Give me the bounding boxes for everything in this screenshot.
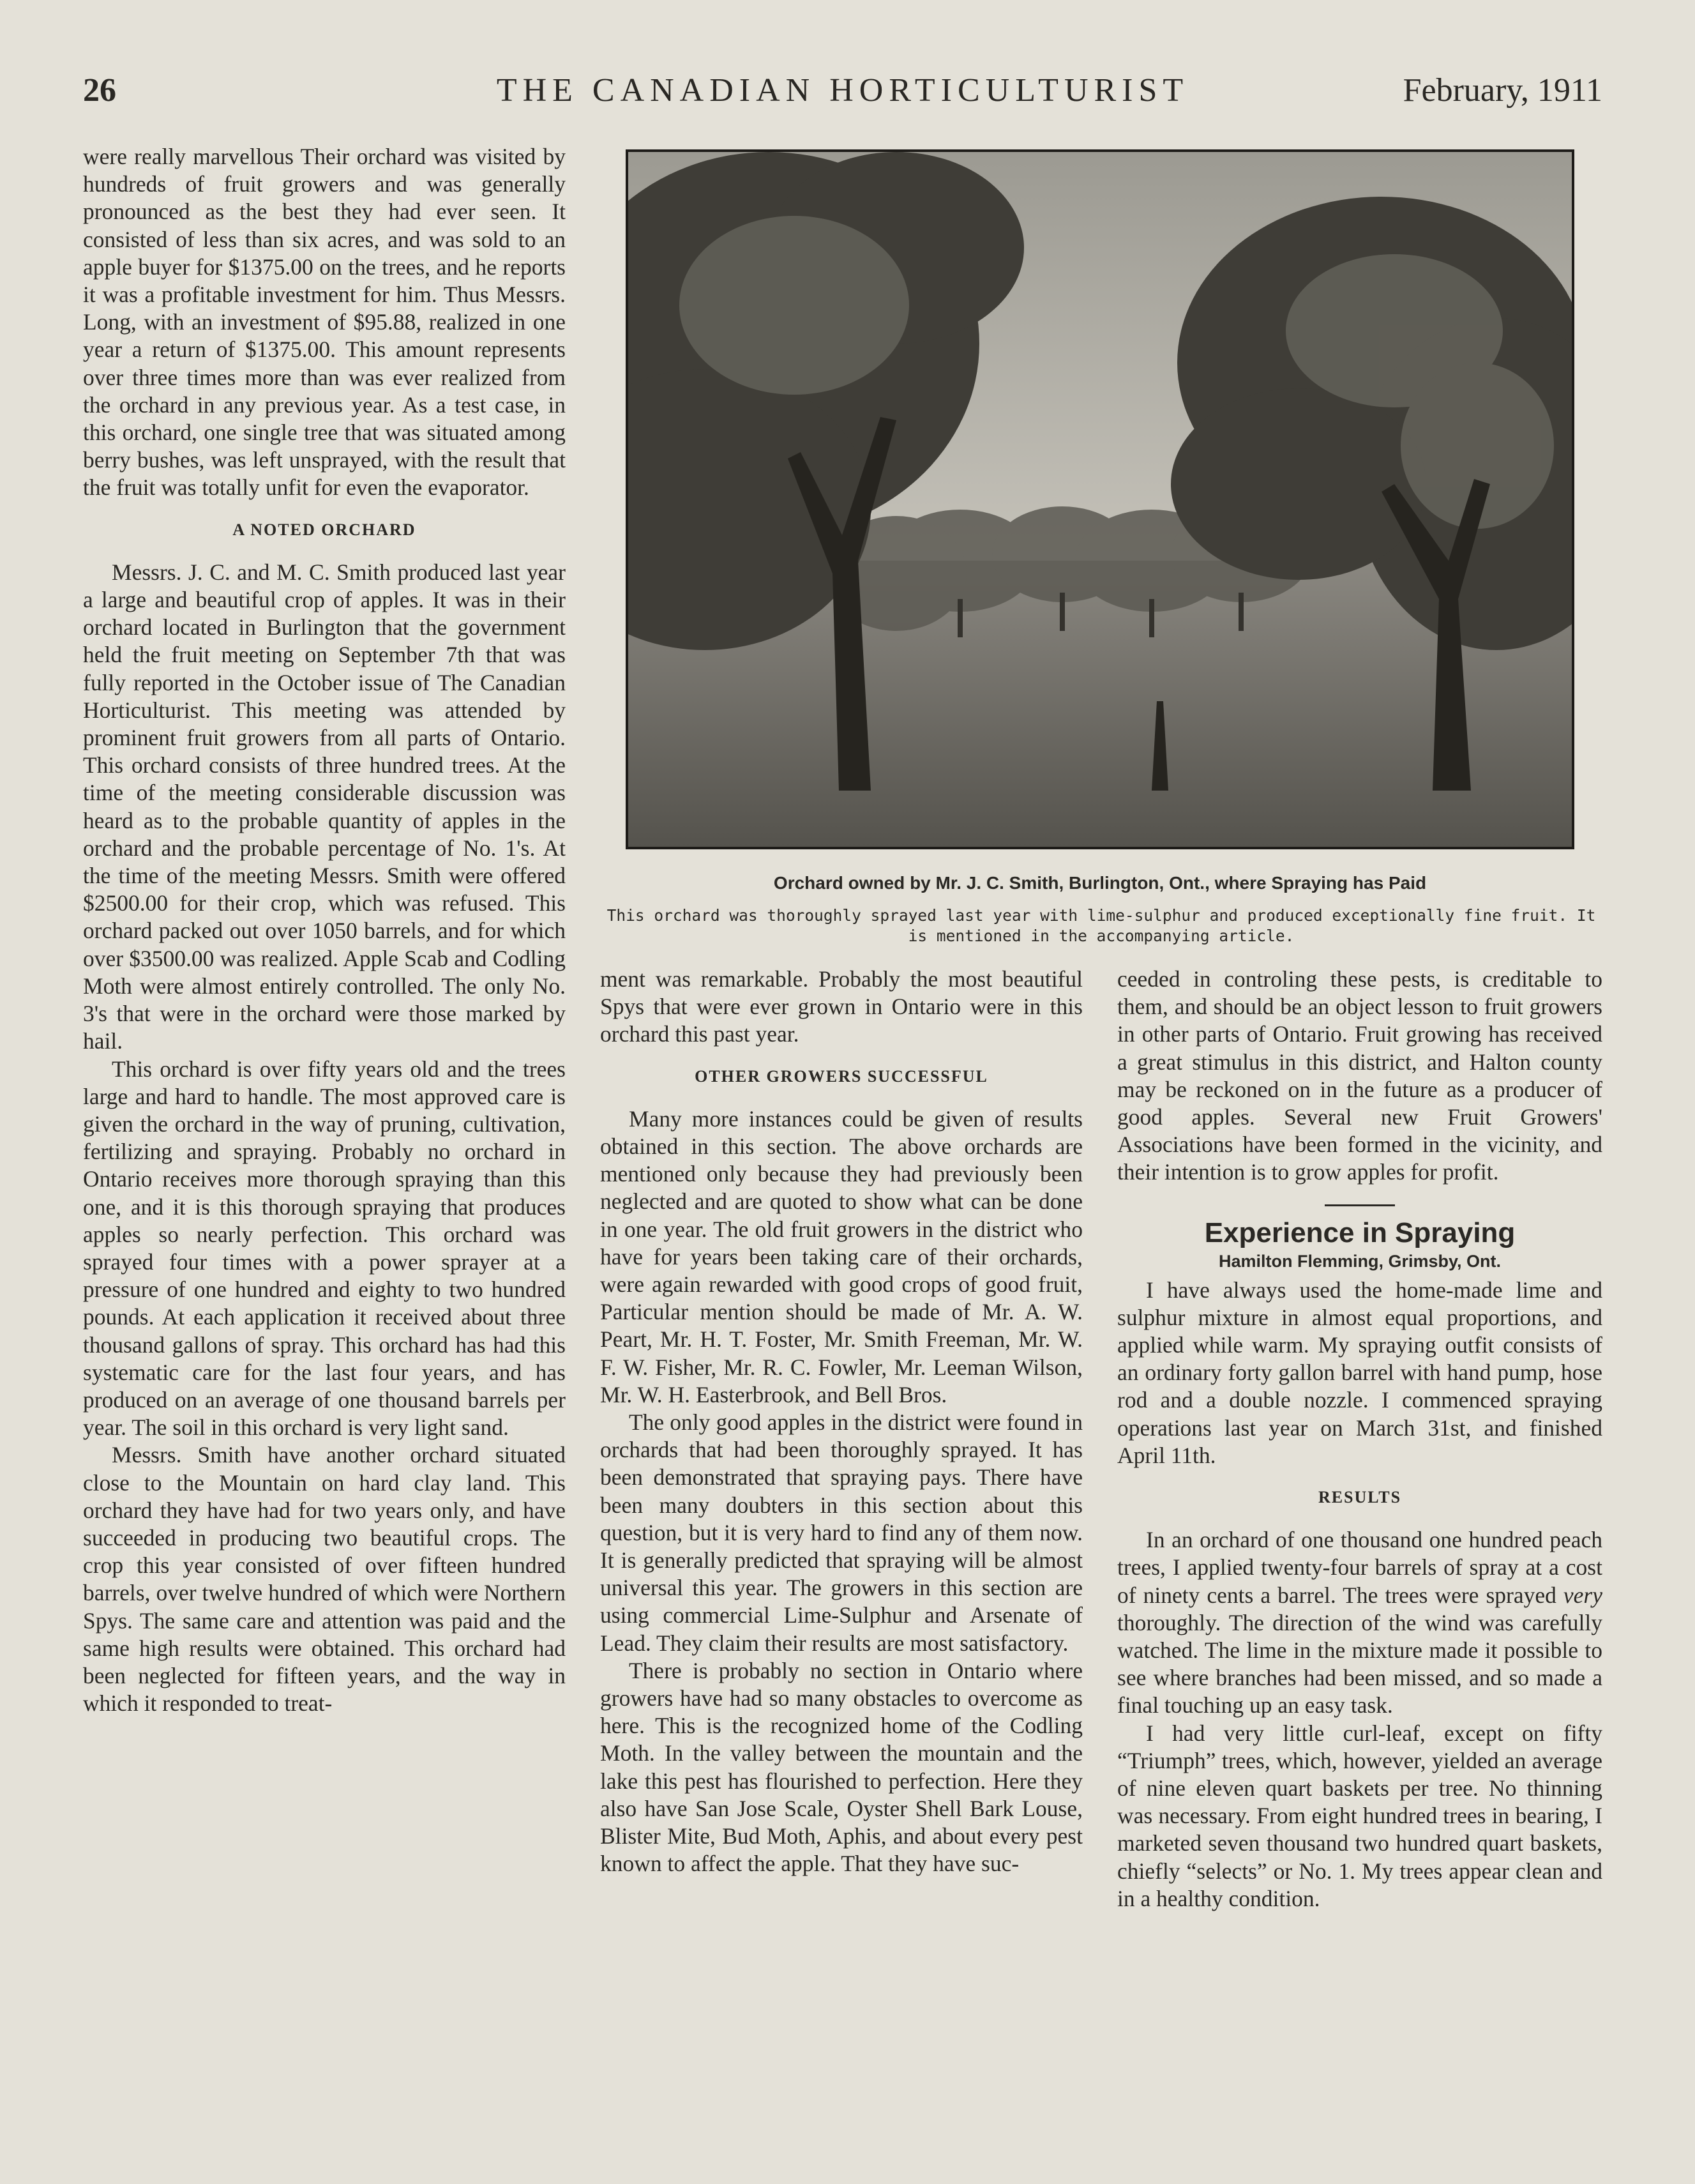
emphasis-text: very [1563,1582,1602,1608]
paragraph-text: thoroughly. The direction of the wind was carefully watched. The lime in the mixture made it possible to see where branches had been missed, and so made a final touching up an easy task. [1117,1609,1602,1718]
photo-caption-text: This orchard was thoroughly sprayed last year with lime-sulphur and produced exceptionally fine fruit. It is mentioned in the accompanying article. [606,906,1596,945]
article-byline: Hamilton Flemming, Grimsby, Ont. [1218,1251,1502,1271]
paragraph: were really marvellous Their orchard was visited by hundreds of fruit growers and was generally pronounced as the best they had ever seen. It consisted of less than six acres, and was sold to an apple buyer for $1375.00 on the trees, and he reports it was a profitable investment for him. Thus Messrs. Long, with an investment of $95.88, realized in one year a return of $1375.00. This amount represents over three times more than was ever realized from the orchard in any previous year. As a test case, in this orchard, one single tree that was situated among berry bushes, was left unsprayed, with the result that the fruit was totally unfit for even the evaporator. [83,144,566,501]
article-divider [1325,1204,1395,1206]
page-number: 26 [83,72,116,109]
paragraph: I had very little curl-leaf, except on fifty “Triumph” trees, which, however, yielded an average of nine eleven quart baskets per tree. No thinning was necessary. From eight hundred trees in bearing, I marketed seven thousand two hundred quart baskets, chiefly “selects” or No. 1. My trees appear clean and in a healthy condition. [1117,1720,1602,1911]
photo-caption-title: Orchard owned by Mr. J. C. Smith, Burlington, Ont., where Spraying has Paid [773,873,1427,893]
column-1 [83,143,566,1717]
page-header [83,72,1602,116]
paragraph [1117,1526,1602,1719]
paragraph: This orchard is over fifty years old and the trees large and hard to handle. The most approved care is given the orchard in the way of pruning, cultivation, fertilizing and spraying. Probably no orchard in Ontario receives more thorough spraying than this one, and it is this thorough spraying that produces apples so nearly perfection. This orchard was sprayed four times with a power sprayer at a pressure of one hundred and eighty to two hundred pounds. At each application it received about three thousand gallons of spray. This orchard has had this systematic care for the last four years, and has produced on an average of one thousand barrels per year. The soil in this orchard is very light sand. [83,1056,566,1441]
section-heading: RESULTS [1318,1488,1402,1507]
paragraph: The only good apples in the district were found in orchards that had been thoroughly sprayed. It has been demonstrated that spraying pays. There have been many doubters in this section about this question, but it is very hard to find any of them now. It is generally predicted that spraying will be almost universal this year. The growers in this section are using commercial Lime-Sulphur and Arsenate of Lead. They claim their results are most satisfactory. [600,1409,1083,1656]
paragraph: There is probably no section in Ontario where growers have had so many obstacles to overcome as here. This is the recognized home of the Codling Moth. In the valley between the mountain and the lake this pest has flourished to perfection. Here they also have San Jose Scale, Oyster Shell Bark Louse, Blister Mite, Bud Moth, Aphis, and about every pest known to affect the apple. That they have suc- [600,1657,1083,1877]
section-heading: A NOTED ORCHARD [232,520,416,539]
paragraph: ment was remarkable. Probably the most beautiful Spys that were ever grown in Ontario were in this orchard this past year. [600,966,1083,1047]
paragraph: Messrs. J. C. and M. C. Smith produced last year a large and beautiful crop of apples. It was in their orchard located in Burlington that the government held the fruit meeting on September 7th that was fully reported in the October issue of The Canadian Horticulturist. This meeting was attended by prominent fruit growers from all parts of Ontario. This orchard consists of three hundred trees. At the time of the meeting considerable discussion was heard as to the probable quantity of apples in the orchard and the probable percentage of No. 1's. At the time of the meeting Messrs. Smith were offered $2500.00 for their crop, which was refused. This orchard packed out over 1050 barrels, and for which over $3500.00 was realized. Apple Scab and Codling Moth were almost entirely controlled. The only No. 3's that were in the orchard were those marked by hail. [83,559,566,1054]
article-title: Experience in Spraying [1204,1217,1516,1248]
paragraph: Many more instances could be given of results obtained in this section. The above orchards are mentioned only because they had previously been neglected and are quoted to show what can be done in one year. The old fruit growers in the district who have for years been taking care of their orchards, were again rewarded with good crops of good fruit, Particular mention should be made of Mr. A. W. Peart, Mr. H. T. Foster, Mr. Smith Freeman, Mr. W. F. W. Fisher, Mr. R. C. Fowler, Mr. Leeman Wilson, Mr. W. H. Easterbrook, and Bell Bros. [600,1105,1083,1407]
column-2 [600,966,1083,1878]
column-3 [1117,966,1602,1913]
paragraph: Messrs. Smith have another orchard situated close to the Mountain on hard clay land. This orchard they have had for two years only, and have succeeded in producing two beautiful crops. The crop this year consisted of over fifteen hundred barrels, over twelve hundred of which were Northern Spys. The same care and attention was paid and the same high results were obtained. This orchard had been neglected for fifteen years, and the way in which it responded to treat- [83,1442,566,1717]
section-heading: OTHER GROWERS SUCCESSFUL [695,1066,988,1086]
paragraph-text: In an orchard of one thousand one hundred peach trees, I applied twenty-four barrels of spray at a cost of ninety cents a barrel. The trees were sprayed [1117,1527,1602,1608]
masthead-title: THE CANADIAN HORTICULTURIST [496,72,1189,109]
orchard-photo [626,149,1574,849]
issue-date: February, 1911 [1403,72,1602,109]
paragraph: ceeded in controling these pests, is creditable to them, and should be an object lesson to fruit growers in other parts of Ontario. Fruit growing has received a great stimulus in this district, and Halton county may be reckoned on in the future as a producer of good apples. Several new Fruit Growers' Associations have been formed in the vicinity, and their intention is to grow apples for profit. [1117,966,1602,1185]
paragraph: I have always used the home-made lime and sulphur mixture in almost equal proportions, and applied while warm. My spraying outfit consists of an ordinary forty gallon barrel with hand pump, hose rod and a double nozzle. I commenced spraying operations last year on March 31st, and finished April 11th. [1117,1277,1602,1468]
